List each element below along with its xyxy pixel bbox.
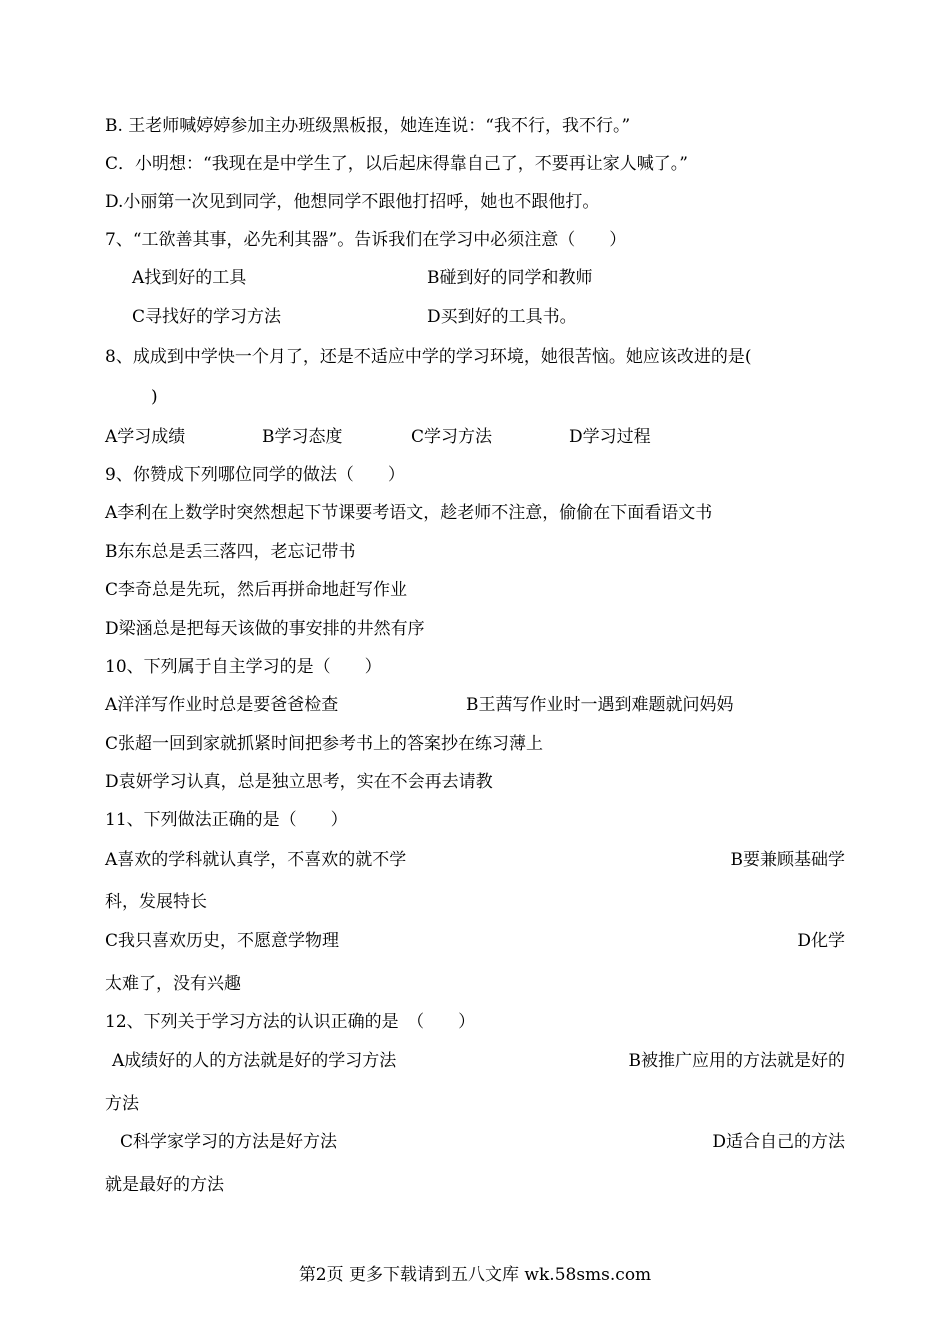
q8-stem: 8、成成到中学快一个月了，还是不适应中学的学习环境，她很苦恼。她应该改进的是( bbox=[105, 347, 752, 367]
q9-option-d: D梁涵总是把每天该做的事安排的井然有序 bbox=[105, 619, 425, 639]
q6-option-c: C．小明想：“我现在是中学生了，以后起床得靠自己了，不要再让家人喊了。” bbox=[105, 154, 688, 174]
q7-option-d: D买到好的工具书。 bbox=[427, 307, 577, 327]
q6-option-d: D.小丽第一次见到同学，他想同学不跟他打招呼，她也不跟他打。 bbox=[105, 192, 600, 212]
q11-option-b-cont: 科，发展特长 bbox=[105, 892, 207, 912]
q6-option-b: B. 王老师喊婷婷参加主办班级黑板报，她连连说：“我不行，我不行。” bbox=[105, 116, 631, 136]
q12-option-b: B被推广应用的方法就是好的 bbox=[628, 1051, 845, 1071]
q8-option-b: B学习态度 bbox=[262, 427, 343, 447]
page-footer: 第2页 更多下载请到五八文库 wk.58sms.com bbox=[298, 1265, 652, 1285]
q8-stem-end: ) bbox=[151, 387, 158, 407]
q12-option-c: C科学家学习的方法是好方法 bbox=[120, 1132, 338, 1152]
q7-option-c: C寻找好的学习方法 bbox=[132, 307, 282, 327]
q7-stem: 7、“工欲善其事，必先利其器”。告诉我们在学习中必须注意（ ） bbox=[105, 230, 627, 250]
q8-option-c: C学习方法 bbox=[411, 427, 493, 447]
q12-option-d: D适合自己的方法 bbox=[712, 1132, 845, 1152]
q10-option-c: C张超一回到家就抓紧时间把参考书上的答案抄在练习薄上 bbox=[105, 734, 544, 754]
q10-option-d: D袁妍学习认真，总是独立思考，实在不会再去请教 bbox=[105, 772, 493, 792]
q9-stem: 9、你赞成下列哪位同学的做法（ ） bbox=[105, 465, 405, 485]
q11-option-b: B要兼顾基础学 bbox=[730, 850, 845, 870]
q7-option-a: A找到好的工具 bbox=[132, 268, 247, 288]
q9-option-a: A李利在上数学时突然想起下节课要考语文，趁老师不注意，偷偷在下面看语文书 bbox=[105, 503, 713, 523]
q12-option-d-cont: 就是最好的方法 bbox=[105, 1175, 224, 1195]
q11-option-d-cont: 太难了，没有兴趣 bbox=[105, 974, 241, 994]
q11-stem: 11、下列做法正确的是（ ） bbox=[105, 810, 348, 830]
q11-option-d: D化学 bbox=[797, 931, 845, 951]
q8-option-a: A学习成绩 bbox=[105, 427, 186, 447]
q12-stem: 12、下列关于学习方法的认识正确的是 （ ） bbox=[105, 1012, 476, 1032]
q11-option-a: A喜欢的学科就认真学，不喜欢的就不学 bbox=[105, 850, 407, 870]
q11-option-c: C我只喜欢历史，不愿意学物理 bbox=[105, 931, 340, 951]
q8-option-d: D学习过程 bbox=[569, 427, 651, 447]
q10-option-a: A洋洋写作业时总是要爸爸检查 bbox=[105, 695, 339, 715]
q10-option-b: B王茜写作业时一遇到难题就问妈妈 bbox=[466, 695, 734, 715]
q12-option-b-cont: 方法 bbox=[105, 1094, 139, 1114]
q9-option-c: C李奇总是先玩，然后再拼命地赶写作业 bbox=[105, 580, 408, 600]
q7-option-b: B碰到好的同学和教师 bbox=[427, 268, 593, 288]
q10-stem: 10、下列属于自主学习的是（ ） bbox=[105, 657, 382, 677]
q9-option-b: B东东总是丢三落四，老忘记带书 bbox=[105, 542, 356, 562]
q12-option-a: A成绩好的人的方法就是好的学习方法 bbox=[112, 1051, 397, 1071]
